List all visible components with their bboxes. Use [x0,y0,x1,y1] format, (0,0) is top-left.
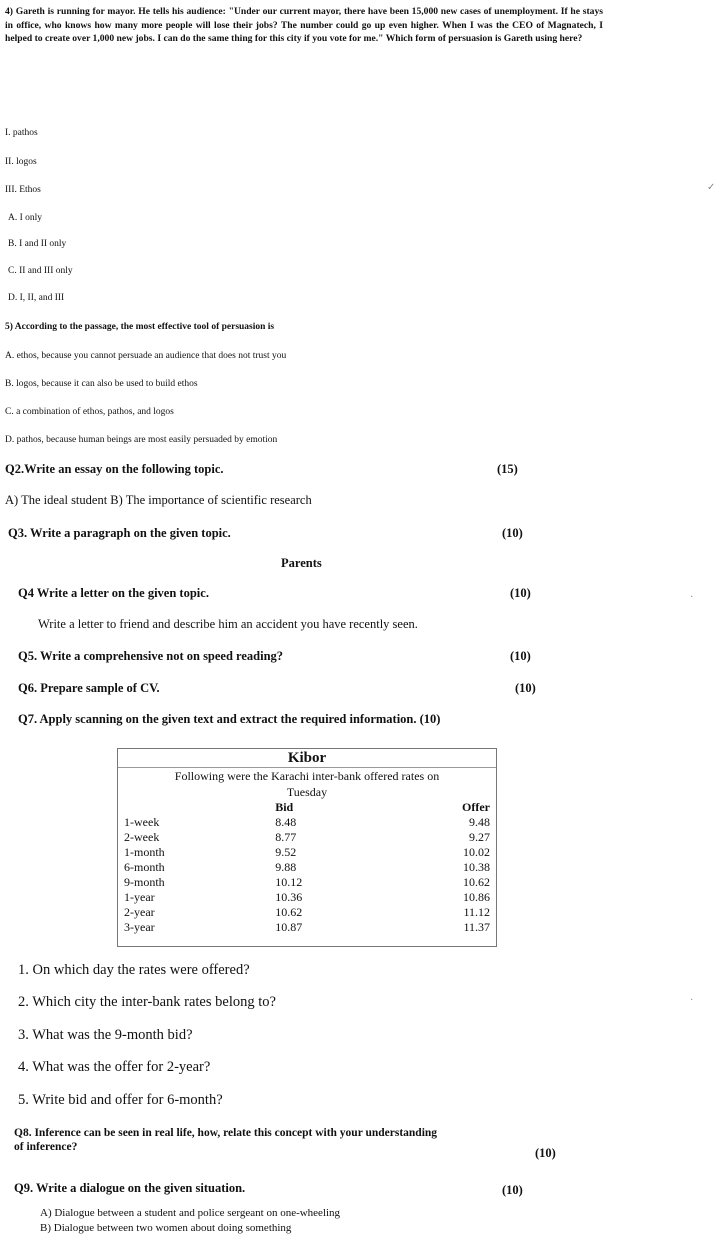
tenor-cell: 1-year [124,890,155,904]
kibor-row [118,830,496,845]
item: II. logos [5,157,37,167]
q3-marks: (10) [502,526,523,540]
scan-speck: · [690,995,694,1006]
option: D. I, II, and III [8,293,65,303]
bid-cell: 8.77 [275,830,297,844]
bid-cell: 9.88 [275,860,297,874]
kibor-table [117,748,497,947]
col-bid: Bid [275,800,294,814]
q5-title: Q5. Write a comprehensive not on speed reading? [18,649,284,663]
kibor-row [118,905,496,920]
q9-option-a: A) Dialogue between a student and police sergeant on one-wheeling [40,1207,341,1219]
kibor-row [118,860,496,875]
q8-line1: Q8. Inference can be seen in real life, how, relate this concept with your understanding [14,1127,438,1139]
q4-marks: (10) [510,586,531,600]
q6-marks: (10) [515,681,536,695]
kibor-row [118,920,496,935]
q5-marks: (10) [510,649,531,663]
q6-title: Q6. Prepare sample of CV. [18,681,160,695]
question: 1. On which day the rates were offered? [18,962,250,978]
question: 2. Which city the inter-bank rates belong to? [18,994,276,1010]
tenor-cell: 9-month [124,875,165,889]
scan-speck: · [690,592,694,603]
offer-cell: 10.86 [463,890,490,904]
bid-cell: 9.52 [275,845,297,859]
q5-mcq-stem: 5) According to the passage, the most effective tool of persuasion is [5,322,275,332]
q3-title: Q3. Write a paragraph on the given topic. [8,526,231,540]
bid-cell: 10.36 [275,890,303,904]
option: D. pathos, because human beings are most easily persuaded by emotion [5,435,278,445]
q9-option-b: B) Dialogue between two women about doing something [40,1222,292,1234]
tenor-cell: 1-week [124,815,160,829]
tenor-cell: 3-year [124,920,155,934]
offer-cell: 10.38 [463,860,490,874]
tenor-cell: 2-year [124,905,155,919]
offer-cell: 10.02 [463,845,490,859]
question: 5. Write bid and offer for 6-month? [18,1092,223,1108]
q4-text: Write a letter to friend and describe him an accident you have recently seen. [38,617,418,631]
question: 4. What was the offer for 2-year? [18,1059,211,1075]
kibor-row [118,815,496,830]
option: B. I and II only [8,239,67,249]
q4-mcq-stem: 4) Gareth is running for mayor. He tells his audience: "Under our current mayor, there have been 15,000 new cases of unemployment. If he stays in office, who knows how many more people will lose their jobs? The number could go up even higher. When I was the CEO of Magnatech, I helped to create over 1,000 new jobs. I can do the same thing for this city if you vote for me." Which form of persuasion is Gareth using here? [5,6,603,44]
option: A. ethos, because you cannot persuade an audience that does not trust you [5,351,287,361]
kibor-caption-day: Tuesday [286,785,328,799]
scan-speck: ✓ [707,182,716,193]
tenor-cell: 1-month [124,845,165,859]
q3-topic: Parents [281,556,322,570]
q4-title: Q4 Write a letter on the given topic. [18,586,209,600]
q7-title: Q7. Apply scanning on the given text and extract the required information. (10) [18,712,441,726]
q9-marks: (10) [502,1183,523,1197]
kibor-row [118,875,496,890]
q8-marks: (10) [535,1146,556,1160]
offer-cell: 9.48 [469,815,490,829]
item: III. Ethos [5,185,41,195]
kibor-title: Kibor [118,749,496,768]
item: I. pathos [5,128,38,138]
kibor-row [118,845,496,860]
option: C. II and III only [8,266,73,276]
bid-cell: 10.87 [275,920,303,934]
tenor-cell: 6-month [124,860,165,874]
kibor-row [118,890,496,905]
question: 3. What was the 9-month bid? [18,1027,193,1043]
bid-cell: 10.62 [275,905,303,919]
q9-title: Q9. Write a dialogue on the given situation. [14,1181,246,1195]
offer-cell: 11.37 [463,920,490,934]
col-offer: Offer [462,800,490,814]
offer-cell: 11.12 [463,905,490,919]
tenor-cell: 2-week [124,830,160,844]
offer-cell: 9.27 [469,830,490,844]
q2-marks: (15) [497,462,518,476]
kibor-caption: Following were the Karachi inter-bank offered rates on [174,769,440,783]
bid-cell: 8.48 [275,815,297,829]
offer-cell: 10.62 [463,875,490,889]
option: B. logos, because it can also be used to build ethos [5,379,198,389]
q2-title: Q2.Write an essay on the following topic. [5,462,224,476]
q8-line2: of inference? [14,1141,78,1153]
q2-topics: A) The ideal student B) The importance of scientific research [5,493,312,507]
option: A. I only [8,213,43,223]
option: C. a combination of ethos, pathos, and logos [5,407,174,417]
bid-cell: 10.12 [275,875,303,889]
